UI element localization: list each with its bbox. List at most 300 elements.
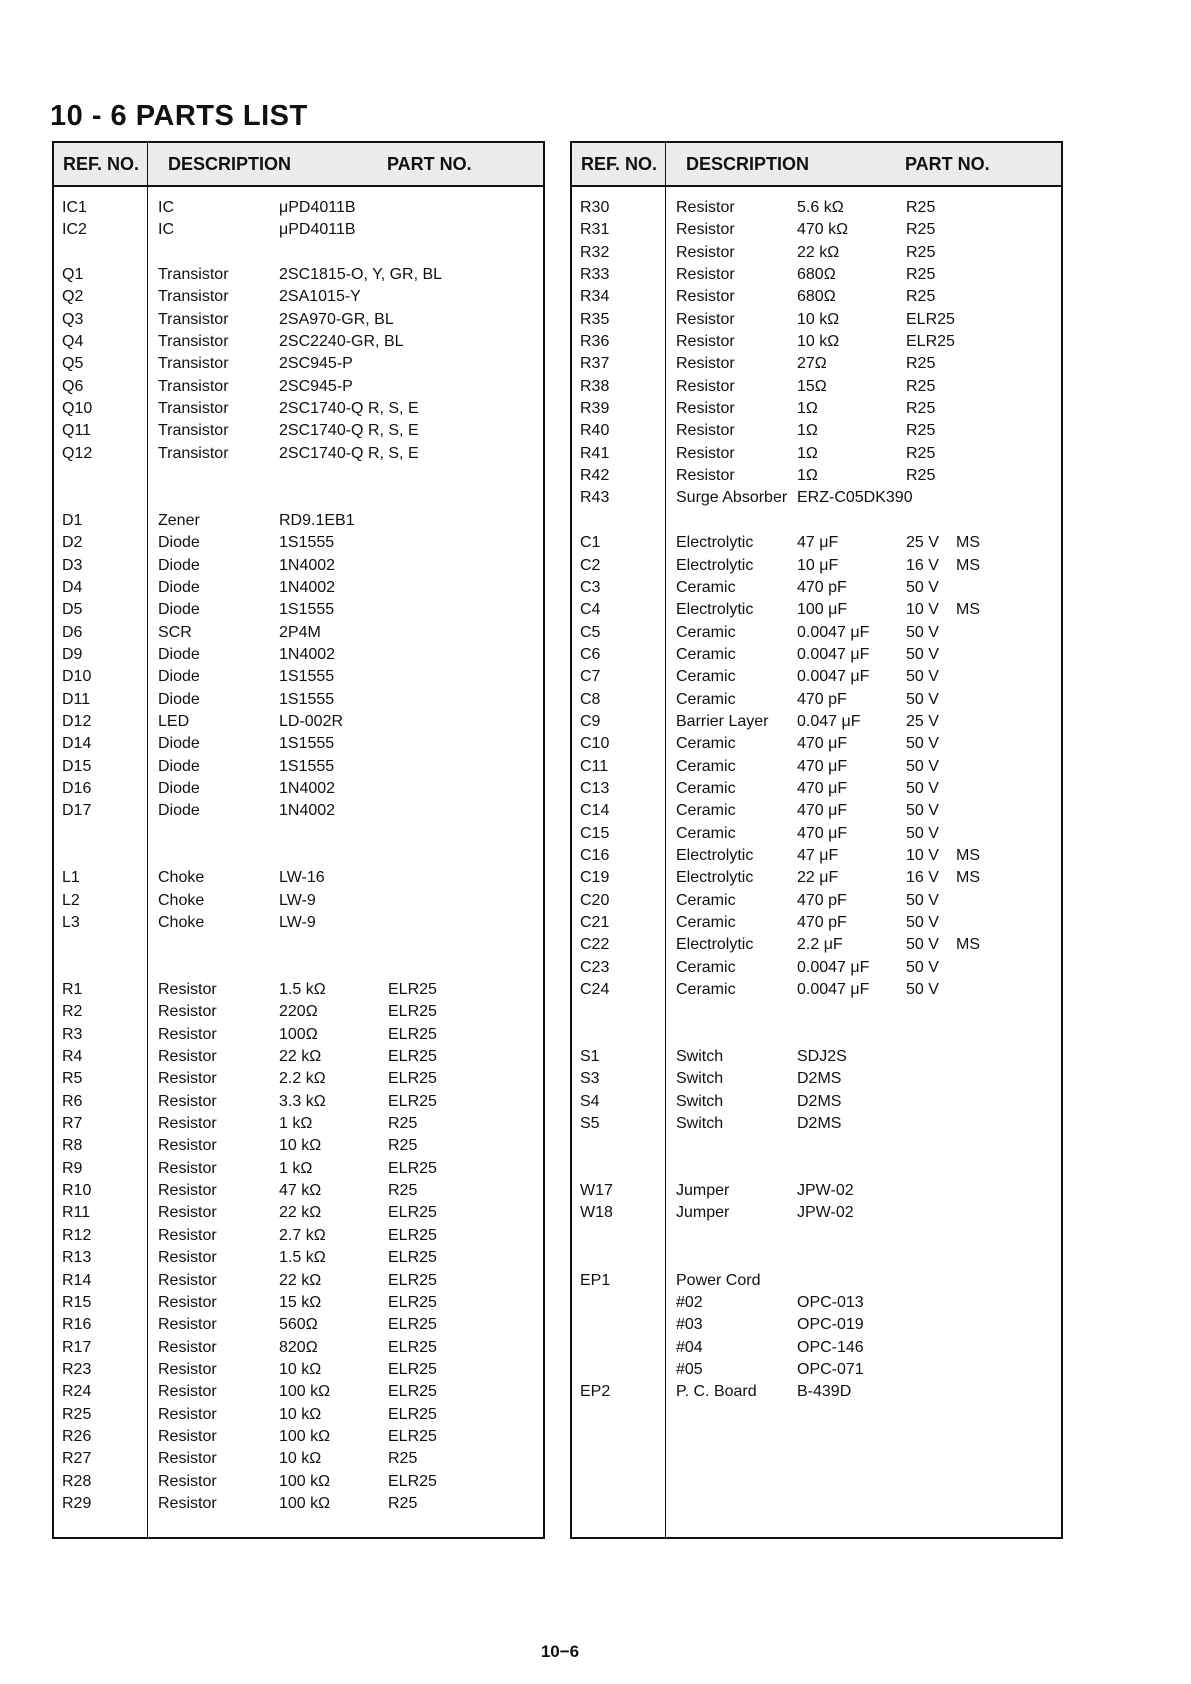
part-no: μPD4011B: [279, 221, 356, 239]
part-no: 2SC945-P: [279, 355, 353, 373]
ref-no: D14: [62, 735, 92, 753]
table-row: [54, 867, 543, 889]
description: Ceramic: [676, 735, 736, 753]
description: Diode: [158, 690, 200, 708]
table-row: [54, 733, 543, 755]
ref-no: R8: [62, 1137, 83, 1155]
rating: R25: [906, 288, 936, 306]
part-no: 15 kΩ: [279, 1293, 322, 1311]
ref-no: R32: [580, 243, 610, 261]
description: Diode: [158, 645, 200, 663]
description: Resistor: [158, 1338, 217, 1356]
rating: 50 V: [906, 623, 939, 641]
table-row: [54, 1158, 543, 1180]
rating: ELR25: [388, 1271, 437, 1289]
part-no: 2SC1740-Q R, S, E: [279, 444, 419, 462]
ref-no: R41: [580, 444, 610, 462]
description: Ceramic: [676, 891, 736, 909]
part-no: 470 kΩ: [797, 221, 849, 239]
ref-no: C6: [580, 645, 601, 663]
part-no: 27Ω: [797, 355, 827, 373]
ref-no: EP1: [580, 1271, 611, 1289]
ref-no: R40: [580, 422, 610, 440]
part-no: 1S1555: [279, 668, 335, 686]
ref-no: IC2: [62, 221, 87, 239]
table-row: [54, 823, 543, 845]
part-no: μPD4011B: [279, 199, 356, 216]
table-row: [54, 1180, 543, 1202]
table-row: [54, 778, 543, 800]
part-no: 0.0047 μF: [797, 668, 870, 686]
part-no: 220Ω: [279, 1003, 318, 1021]
table-row: [54, 1091, 543, 1113]
description: Jumper: [676, 1204, 730, 1222]
rating: ELR25: [388, 1070, 437, 1088]
ref-no: R10: [62, 1182, 92, 1200]
ref-no: C9: [580, 712, 601, 730]
part-no: 470 μF: [797, 802, 848, 820]
table-row: [572, 1001, 1061, 1023]
part-no: 22 kΩ: [797, 243, 840, 261]
rating: ELR25: [388, 1472, 437, 1490]
rating: 50 V: [906, 802, 939, 820]
type-mark: MS: [956, 936, 980, 954]
table-row: [54, 1448, 543, 1470]
ref-no: Q4: [62, 333, 84, 351]
rating: ELR25: [906, 310, 955, 328]
table-row: [54, 1381, 543, 1403]
part-no: 22 kΩ: [279, 1271, 322, 1289]
ref-no: L2: [62, 891, 80, 909]
ref-no: L1: [62, 869, 80, 887]
ref-no: D10: [62, 668, 92, 686]
part-no: 100 kΩ: [279, 1383, 331, 1401]
description: Resistor: [158, 1159, 217, 1177]
part-no: B-439D: [797, 1383, 852, 1401]
ref-no: R4: [62, 1048, 83, 1066]
description: Resistor: [158, 1293, 217, 1311]
ref-no: R24: [62, 1383, 92, 1401]
description: Ceramic: [676, 824, 736, 842]
rating: R25: [906, 199, 936, 216]
part-no: 47 kΩ: [279, 1182, 322, 1200]
part-no: 820Ω: [279, 1338, 318, 1356]
rating: 50 V: [906, 757, 939, 775]
ref-no: R33: [580, 266, 610, 284]
table-row: [54, 1068, 543, 1090]
header-divider: [147, 143, 148, 185]
table-row: [54, 331, 543, 353]
part-no: 470 pF: [797, 914, 847, 931]
part-no: 2.7 kΩ: [279, 1226, 326, 1244]
table-row: [572, 733, 1061, 755]
table-row: [54, 353, 543, 375]
part-no: 2SA1015-Y: [279, 288, 361, 306]
rating: 16 V: [906, 556, 939, 574]
table-row: [572, 711, 1061, 733]
table-row: [54, 934, 543, 956]
description: #04: [676, 1338, 703, 1356]
ref-no: D3: [62, 556, 83, 574]
rating: ELR25: [388, 1204, 437, 1222]
description: Switch: [676, 1092, 724, 1110]
header-divider: [665, 143, 666, 185]
rating: R25: [906, 221, 936, 239]
part-no: 10 kΩ: [279, 1360, 322, 1378]
part-no: 470 pF: [797, 690, 847, 708]
description: Diode: [158, 534, 200, 552]
description: Resistor: [158, 1092, 217, 1110]
table-row: [572, 1337, 1061, 1359]
ref-no: W17: [580, 1182, 613, 1200]
part-no: 47 μF: [797, 534, 839, 552]
part-no: 1S1555: [279, 690, 335, 708]
header-description: DESCRIPTION: [168, 154, 292, 174]
table-row: [572, 353, 1061, 375]
ref-no: Q10: [62, 400, 93, 418]
part-no: 2SC1815-O, Y, GR, BL: [279, 266, 443, 284]
table-row: [572, 398, 1061, 420]
type-mark: MS: [956, 869, 980, 887]
part-no: 1.5 kΩ: [279, 1249, 326, 1267]
part-no: 1S1555: [279, 735, 335, 753]
table-row: [572, 465, 1061, 487]
ref-no: Q1: [62, 266, 84, 284]
part-no: 1N4002: [279, 802, 336, 820]
ref-no: C8: [580, 690, 601, 708]
ref-no: R38: [580, 377, 610, 395]
rating: 50 V: [906, 735, 939, 753]
ref-no: R2: [62, 1003, 83, 1021]
table-row: [572, 242, 1061, 264]
description: Electrolytic: [676, 556, 754, 574]
rating: 50 V: [906, 981, 939, 999]
description: Diode: [158, 802, 200, 820]
description: Diode: [158, 668, 200, 686]
part-no: 680Ω: [797, 288, 836, 306]
part-no: LW-9: [279, 914, 316, 931]
description: Resistor: [158, 1070, 217, 1088]
part-no: 5.6 kΩ: [797, 199, 844, 216]
table-row: [572, 778, 1061, 800]
table-row: [572, 331, 1061, 353]
ref-no: D16: [62, 779, 92, 797]
ref-no: R3: [62, 1025, 83, 1043]
table-row: [572, 622, 1061, 644]
part-no: 1N4002: [279, 779, 336, 797]
table-row: [572, 800, 1061, 822]
header-ref-no: REF. NO.: [581, 154, 658, 174]
type-mark: MS: [956, 534, 980, 552]
table-row: [54, 1426, 543, 1448]
description: Ceramic: [676, 802, 736, 820]
description: Resistor: [676, 288, 735, 306]
description: SCR: [158, 623, 192, 641]
description: Resistor: [676, 467, 735, 485]
ref-no: R6: [62, 1092, 83, 1110]
table-row: [54, 1337, 543, 1359]
table-row: [54, 242, 543, 264]
description: Resistor: [158, 1226, 217, 1244]
rating: ELR25: [388, 1427, 437, 1445]
table-row: [54, 599, 543, 621]
ref-no: D2: [62, 534, 83, 552]
description: Transistor: [158, 288, 229, 306]
description: Switch: [676, 1070, 724, 1088]
table-row: [572, 555, 1061, 577]
ref-no: C19: [580, 869, 610, 887]
part-no: 10 kΩ: [279, 1450, 322, 1468]
part-no: 470 μF: [797, 824, 848, 842]
part-no: 0.0047 μF: [797, 623, 870, 641]
table-row: [572, 1225, 1061, 1247]
rating: ELR25: [388, 1003, 437, 1021]
ref-no: D6: [62, 623, 83, 641]
part-no: 2SC945-P: [279, 377, 353, 395]
ref-no: C2: [580, 556, 601, 574]
rating: R25: [906, 266, 936, 284]
part-no: 2SC1740-Q R, S, E: [279, 400, 419, 418]
description: Jumper: [676, 1182, 730, 1200]
ref-no: R28: [62, 1472, 92, 1490]
ref-no: R5: [62, 1070, 83, 1088]
part-no: 22 kΩ: [279, 1204, 322, 1222]
table-row: [54, 1024, 543, 1046]
part-no: RD9.1EB1: [279, 511, 355, 529]
description: Diode: [158, 601, 200, 619]
rating: 50 V: [906, 936, 939, 954]
description: Resistor: [676, 310, 735, 328]
part-no: 100Ω: [279, 1025, 318, 1043]
rating: ELR25: [388, 1405, 437, 1423]
ref-no: Q5: [62, 355, 84, 373]
part-no: 2.2 μF: [797, 936, 843, 954]
description: Transistor: [158, 422, 229, 440]
ref-no: R15: [62, 1293, 92, 1311]
ref-no: R11: [62, 1204, 91, 1222]
table-header: [54, 143, 543, 187]
header-part-no: PART NO.: [905, 154, 990, 174]
description: Switch: [676, 1115, 724, 1133]
table-row: [54, 957, 543, 979]
ref-no: EP2: [580, 1383, 611, 1401]
part-no: 0.0047 μF: [797, 958, 870, 976]
table-row: [572, 845, 1061, 867]
rating: 50 V: [906, 914, 939, 931]
table-row: [572, 264, 1061, 286]
ref-no: R27: [62, 1450, 92, 1468]
table-row: [54, 309, 543, 331]
table-row: [54, 689, 543, 711]
table-row: [572, 1135, 1061, 1157]
table-row: [572, 689, 1061, 711]
rating: ELR25: [388, 1025, 437, 1043]
part-no: 1Ω: [797, 400, 818, 418]
table-row: [54, 264, 543, 286]
ref-no: S5: [580, 1115, 600, 1133]
description: P. C. Board: [676, 1383, 757, 1401]
ref-no: S4: [580, 1092, 600, 1110]
part-no: OPC-146: [797, 1338, 864, 1356]
table-row: [54, 1359, 543, 1381]
table-row: [572, 599, 1061, 621]
rating: 50 V: [906, 891, 939, 909]
table-row: [54, 577, 543, 599]
table-row: [54, 1292, 543, 1314]
description: Diode: [158, 779, 200, 797]
table-row: [54, 376, 543, 398]
description: Resistor: [158, 1450, 217, 1468]
part-no: 1N4002: [279, 578, 336, 596]
part-no: 2SA970-GR, BL: [279, 310, 394, 328]
table-row: [572, 197, 1061, 219]
table-row: [54, 845, 543, 867]
rating: R25: [906, 422, 936, 440]
rating: 10 V: [906, 846, 939, 864]
part-no: 470 μF: [797, 735, 848, 753]
table-row: [54, 1113, 543, 1135]
rating: ELR25: [388, 1159, 437, 1177]
part-no: 470 pF: [797, 891, 847, 909]
ref-no: Q3: [62, 310, 84, 328]
description: Electrolytic: [676, 936, 754, 954]
ref-no: Q2: [62, 288, 84, 306]
description: Resistor: [676, 355, 735, 373]
ref-no: C22: [580, 936, 610, 954]
description: Diode: [158, 757, 200, 775]
ref-no: C21: [580, 914, 610, 931]
description: Ceramic: [676, 623, 736, 641]
part-no: 1Ω: [797, 444, 818, 462]
part-no: OPC-071: [797, 1360, 864, 1378]
part-no: 15Ω: [797, 377, 827, 395]
ref-no: R9: [62, 1159, 83, 1177]
description: Resistor: [676, 243, 735, 261]
description: Resistor: [158, 1383, 217, 1401]
ref-no: R13: [62, 1249, 92, 1267]
description: Electrolytic: [676, 534, 754, 552]
description: Choke: [158, 891, 205, 909]
ref-no: IC1: [62, 199, 87, 216]
description: Ceramic: [676, 690, 736, 708]
description: Resistor: [158, 1360, 217, 1378]
table-row: [54, 197, 543, 219]
description: Resistor: [158, 1115, 217, 1133]
table-row: [572, 666, 1061, 688]
ref-no: C3: [580, 578, 601, 596]
rating: ELR25: [388, 1048, 437, 1066]
table-row: [572, 1180, 1061, 1202]
rating: 50 V: [906, 958, 939, 976]
part-no: 3.3 kΩ: [279, 1092, 326, 1110]
table-row: [572, 219, 1061, 241]
rating: ELR25: [388, 1249, 437, 1267]
parts-table-left: [52, 141, 545, 1539]
table-row: [54, 711, 543, 733]
table-row: [54, 1404, 543, 1426]
description: Electrolytic: [676, 601, 754, 619]
ref-no: R31: [580, 221, 610, 239]
table-row: [572, 934, 1061, 956]
part-no: 2SC1740-Q R, S, E: [279, 422, 419, 440]
part-no: 100 kΩ: [279, 1494, 331, 1512]
description: Resistor: [676, 422, 735, 440]
description: Ceramic: [676, 668, 736, 686]
table-row: [54, 510, 543, 532]
part-no: 10 μF: [797, 556, 839, 574]
page-number: 10−6: [540, 1642, 580, 1661]
table-row: [572, 867, 1061, 889]
table-row: [572, 912, 1061, 934]
rating: R25: [906, 355, 936, 373]
description: Diode: [158, 578, 200, 596]
table-row: [572, 1292, 1061, 1314]
table-row: [572, 577, 1061, 599]
table-row: [54, 912, 543, 934]
part-no: 1S1555: [279, 757, 335, 775]
rating: ELR25: [388, 1293, 437, 1311]
ref-no: R43: [580, 489, 610, 507]
description: Ceramic: [676, 578, 736, 596]
ref-no: Q12: [62, 444, 93, 462]
part-no: 100 μF: [797, 601, 848, 619]
description: Resistor: [158, 981, 217, 999]
part-no: 0.0047 μF: [797, 981, 870, 999]
ref-no: C15: [580, 824, 610, 842]
part-no: D2MS: [797, 1070, 842, 1088]
table-row: [54, 1270, 543, 1292]
description: Resistor: [676, 221, 735, 239]
table-row: [572, 1314, 1061, 1336]
table-row: [54, 465, 543, 487]
description: Transistor: [158, 266, 229, 284]
rating: R25: [388, 1137, 418, 1155]
table-body: [54, 197, 543, 1515]
part-no: 100 kΩ: [279, 1427, 331, 1445]
part-no: 10 kΩ: [797, 333, 840, 351]
type-mark: MS: [956, 846, 980, 864]
part-no: 10 kΩ: [279, 1405, 322, 1423]
table-row: [572, 1359, 1061, 1381]
header-ref-no: REF. NO.: [63, 154, 140, 174]
rating: 25 V: [906, 534, 939, 552]
ref-no: R17: [62, 1338, 92, 1356]
part-no: 1Ω: [797, 422, 818, 440]
ref-no: C10: [580, 735, 610, 753]
ref-no: C5: [580, 623, 601, 641]
ref-no: L3: [62, 914, 80, 931]
description: IC: [158, 199, 174, 216]
table-row: [54, 1471, 543, 1493]
description: Power Cord: [676, 1271, 761, 1289]
description: Resistor: [676, 377, 735, 395]
description: Resistor: [158, 1003, 217, 1021]
rating: 25 V: [906, 712, 939, 730]
rating: R25: [388, 1494, 418, 1512]
ref-no: C7: [580, 668, 601, 686]
table-row: [572, 1091, 1061, 1113]
part-no: 0.047 μF: [797, 712, 861, 730]
description: Transistor: [158, 355, 229, 373]
part-no: 100 kΩ: [279, 1472, 331, 1490]
table-row: [572, 443, 1061, 465]
description: Resistor: [676, 333, 735, 351]
ref-no: C4: [580, 601, 601, 619]
description: Resistor: [158, 1048, 217, 1066]
rating: ELR25: [388, 1360, 437, 1378]
ref-no: R23: [62, 1360, 92, 1378]
ref-no: R35: [580, 310, 610, 328]
